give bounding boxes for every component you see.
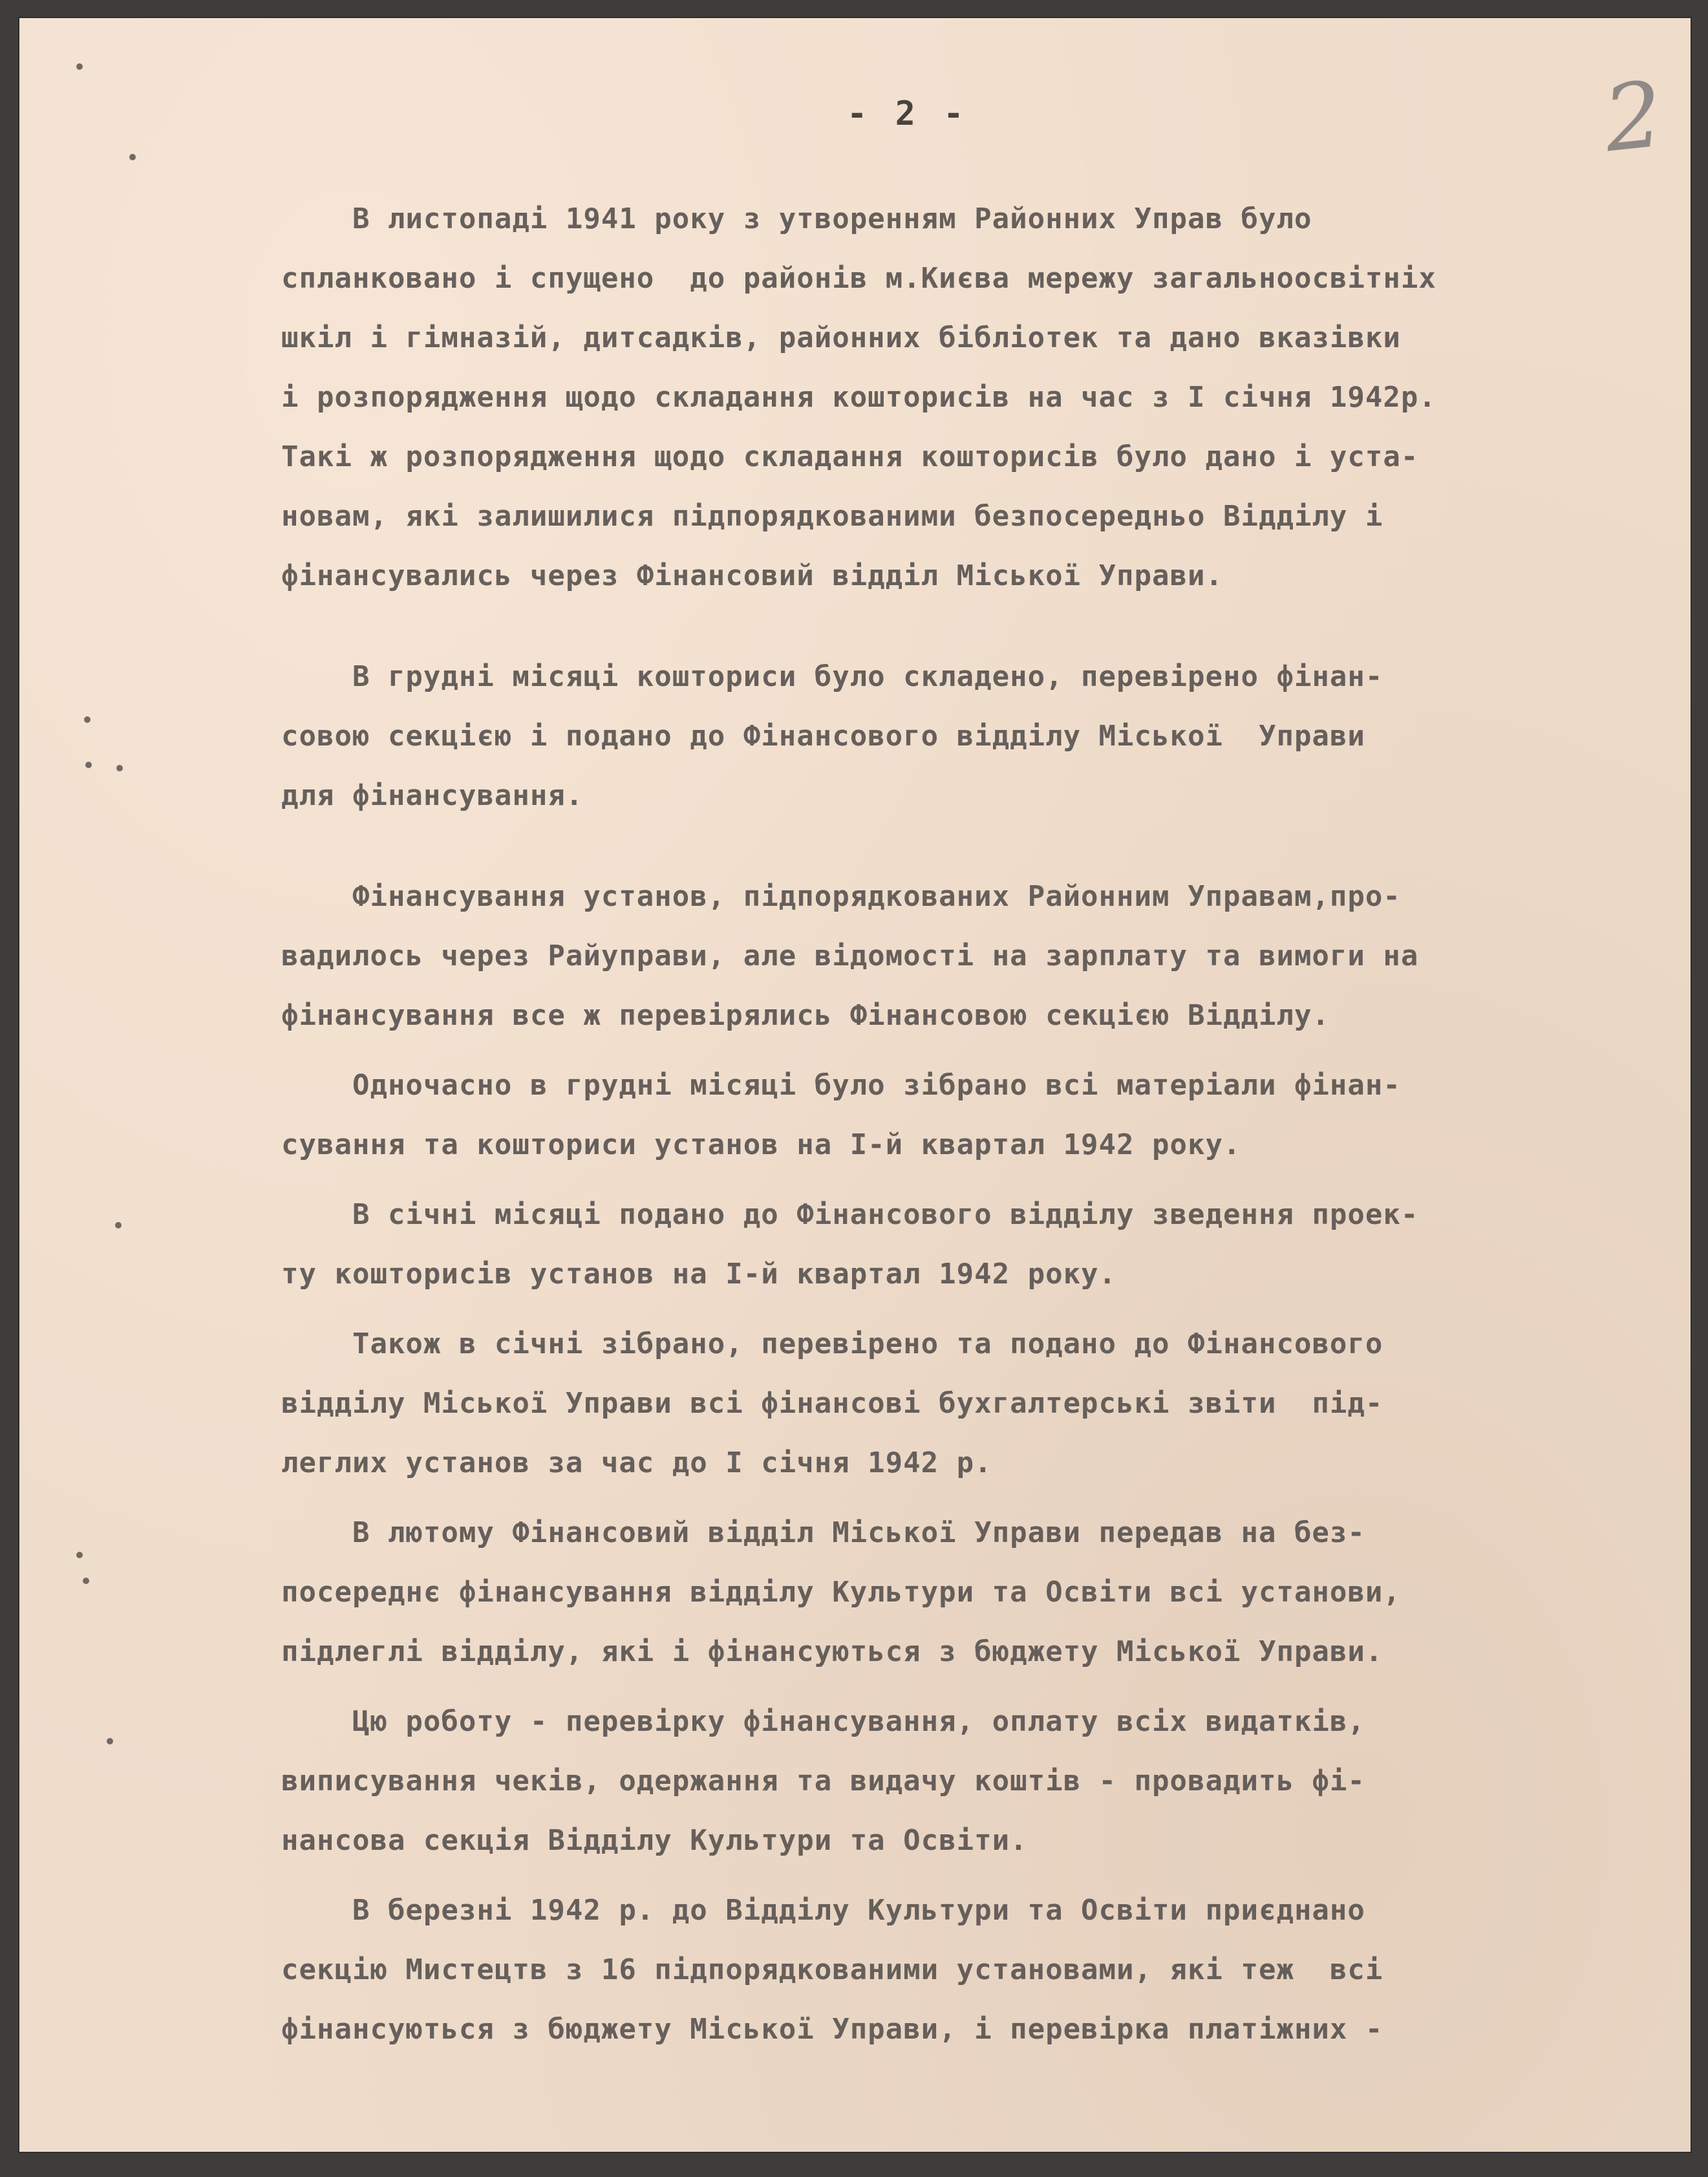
text-line: відділу Міської Управи всі фінансові бухгалтерські звіти під- <box>281 1387 1383 1420</box>
text-line: виписування чеків, одержання та видачу коштів - провадить фі- <box>281 1764 1365 1797</box>
text-line: підлеглі відділу, які і фінансуються з бюджету Міської Управи. <box>281 1635 1383 1668</box>
text-line: фінансувались через Фінансовий відділ Міської Управи. <box>281 559 1223 592</box>
text-line: Одночасно в грудні місяці було зібрано всі матеріали фінан- <box>281 1069 1401 1102</box>
text-line: сування та кошториси установ на I-й квартал 1942 року. <box>281 1128 1241 1161</box>
punch-hole-mark <box>83 1578 89 1584</box>
text-line: посереднє фінансування відділу Культури та Освіти всі установи, <box>281 1576 1401 1609</box>
text-line: Фінансування установ, підпорядкованих Районним Управам,про- <box>281 880 1401 913</box>
text-line: В березні 1942 р. до Відділу Культури та Освіти приєднано <box>281 1894 1365 1927</box>
punch-hole-mark <box>115 1222 122 1228</box>
text-line: для фінансування. <box>281 779 584 812</box>
punch-hole-mark <box>76 63 83 70</box>
text-line: фінансування все ж перевірялись Фінансовою секцією Відділу. <box>281 999 1330 1032</box>
text-line: В січні місяці подано до Фінансового відділу зведення проек- <box>281 1198 1419 1231</box>
text-line: вадилось через Райуправи, але відомості на зарплату та вимоги на <box>281 939 1419 972</box>
text-line: фінансуються з бюджету Міської Управи, і перевірка платіжних - <box>281 2013 1383 2046</box>
text-line: Також в січні зібрано, перевірено та подано до Фінансового <box>281 1327 1383 1360</box>
text-line: і розпорядження щодо складання кошторисів на час з I січня 1942р. <box>281 381 1436 414</box>
text-line: Цю роботу - перевірку фінансування, оплату всіх видатків, <box>281 1705 1365 1738</box>
text-line: шкіл і гімназій, дитсадків, районних бібліотек та дано вказівки <box>281 321 1401 354</box>
document-page <box>19 18 1691 2152</box>
punch-hole-mark <box>85 762 92 768</box>
handwritten-page-number: 2 <box>1599 61 1668 173</box>
text-line: нансова секція Відділу Культури та Освіти. <box>281 1824 1028 1857</box>
punch-hole-mark <box>84 716 91 723</box>
punch-hole-mark <box>107 1738 113 1744</box>
punch-hole-mark <box>116 765 123 771</box>
text-line: ту кошторисів установ на I-й квартал 1942 року. <box>281 1258 1117 1291</box>
punch-hole-mark <box>76 1552 83 1558</box>
text-line: В грудні місяці кошториси було складено, перевірено фінан- <box>281 660 1383 693</box>
text-line: В лютому Фінансовий відділ Міської Управи передав на без- <box>281 1516 1365 1549</box>
page-number: - 2 - <box>847 94 968 133</box>
text-line: леглих установ за час до I січня 1942 р. <box>281 1446 992 1479</box>
punch-hole-mark <box>129 154 136 160</box>
text-line: спланковано і спущено до районів м.Києва мережу загальноосвітніх <box>281 262 1436 295</box>
text-line: новам, які залишилися підпорядкованими безпосередньо Відділу і <box>281 500 1383 533</box>
text-line: совою секцією і подано до Фінансового відділу Міської Управи <box>281 720 1365 753</box>
text-line: В листопаді 1941 року з утворенням Районних Управ було <box>281 202 1312 235</box>
text-line: Такі ж розпорядження щодо складання кошторисів було дано і уста- <box>281 440 1419 473</box>
text-line: секцію Мистецтв з 16 підпорядкованими установами, які теж всі <box>281 1953 1383 1986</box>
